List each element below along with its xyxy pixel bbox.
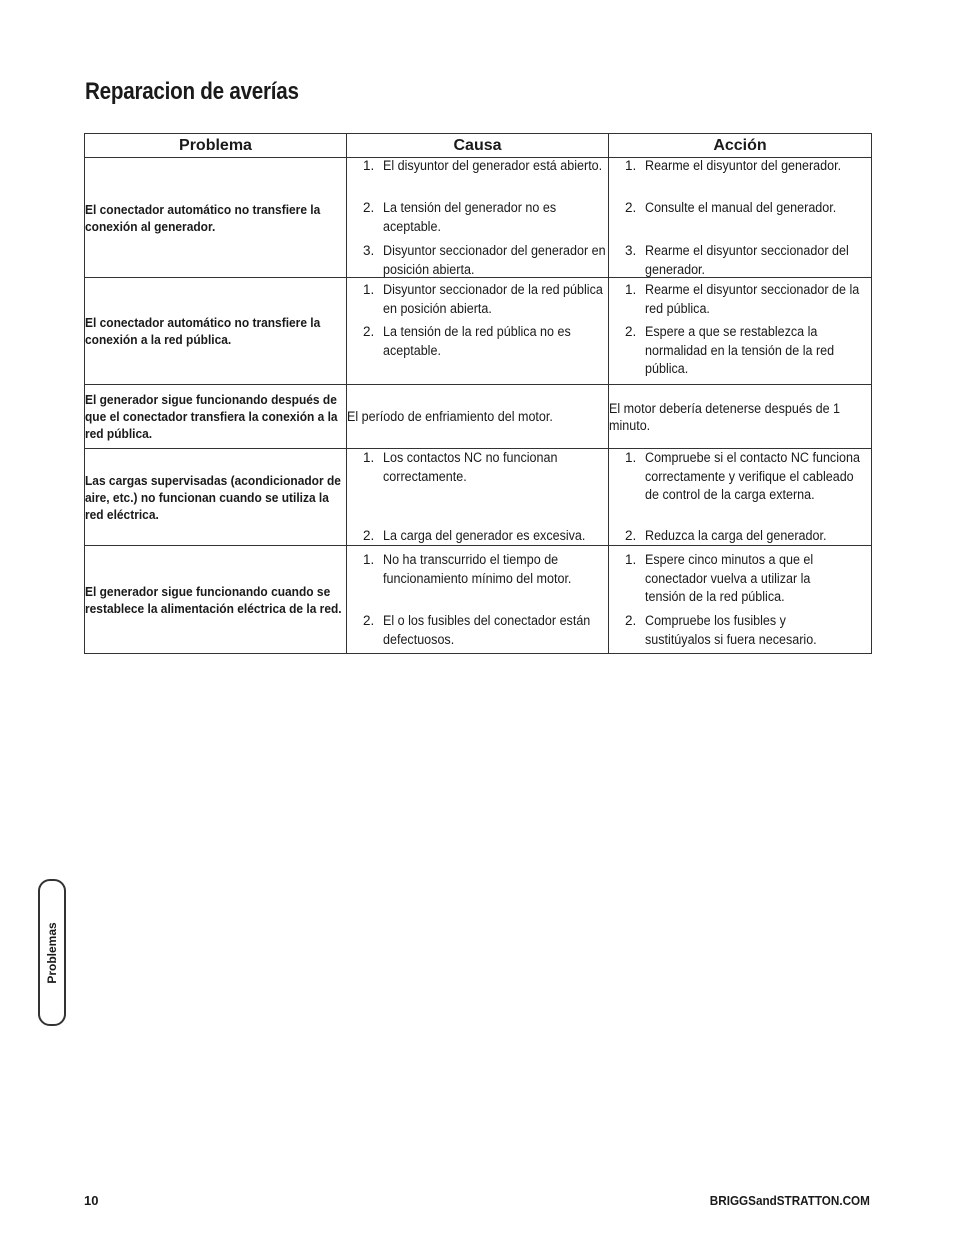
table-row	[85, 278, 872, 385]
action-cell	[609, 449, 872, 546]
item-text: No ha transcurrido el tiempo de funcionamiento mínimo del motor.	[383, 552, 572, 586]
item-number: 2.	[363, 324, 375, 339]
item-text: Espere cinco minutos a que el conectador vuelva a utilizar la tensión de la red pública.	[645, 552, 814, 605]
cause-text: El período de enfriamiento del motor.	[347, 409, 553, 424]
troubleshooting-table	[84, 133, 872, 654]
item-text: Rearme el disyuntor seccionador del generador.	[645, 243, 849, 277]
page-number: 10	[84, 1193, 99, 1208]
action-cell	[609, 546, 872, 654]
item-text: Compruebe si el contacto NC funciona correctamente y verifique el cableado de control de la carga externa.	[645, 450, 860, 503]
item-number: 1.	[363, 450, 375, 465]
item-text: La tensión del generador no es aceptable.	[383, 200, 557, 234]
action-cell	[609, 278, 872, 385]
item-number: 2.	[625, 613, 637, 628]
item-text: La tensión de la red pública no es aceptable.	[383, 324, 571, 358]
section-tab-label: Problemas	[45, 921, 59, 984]
item-number: 2.	[625, 324, 637, 339]
problem-cell	[85, 449, 347, 546]
cause-cell	[347, 278, 609, 385]
item-text: Disyuntor seccionador del generador en posición abierta.	[383, 243, 606, 277]
item-number: 2.	[363, 528, 375, 543]
problem-text: El generador sigue funcionando después de que el conectador transfiera la conexión a la red pública.	[85, 392, 338, 441]
item-number: 2.	[363, 613, 375, 628]
problem-text: El conectador automático no transfiere la conexión a la red pública.	[85, 315, 321, 347]
column-header-problem: Problema	[85, 134, 347, 158]
cause-cell	[347, 385, 609, 449]
item-text: Rearme el disyuntor del generador.	[645, 158, 842, 173]
item-number: 1.	[625, 158, 637, 173]
column-header-action: Acción	[609, 134, 872, 158]
item-text: El o los fusibles del conectador están defectuosos.	[383, 613, 591, 647]
action-cell	[609, 158, 872, 278]
item-text: Los contactos NC no funcionan correctamente.	[383, 450, 558, 484]
item-number: 2.	[363, 200, 375, 215]
item-text: Compruebe los fusibles y sustitúyalos si fuera necesario.	[645, 613, 817, 647]
website-footer: BRIGGSandSTRATTON.COM	[709, 1193, 870, 1208]
item-number: 2.	[625, 200, 637, 215]
action-text: El motor debería detenerse después de 1 minuto.	[609, 400, 841, 433]
table-row	[85, 449, 872, 546]
item-text: El disyuntor del generador está abierto.	[383, 158, 603, 173]
table-row	[85, 385, 872, 449]
column-header-cause: Causa	[347, 134, 609, 158]
table-row	[85, 546, 872, 654]
table-row	[85, 158, 872, 278]
cause-cell	[347, 546, 609, 654]
problem-text: El generador sigue funcionando cuando se restablece la alimentación eléctrica de la red.	[85, 583, 342, 616]
action-cell	[609, 385, 872, 449]
problem-cell	[85, 546, 347, 654]
item-number: 1.	[625, 552, 637, 567]
cause-cell	[347, 449, 609, 546]
item-number: 3.	[625, 243, 637, 258]
item-text: Consulte el manual del generador.	[645, 200, 837, 215]
item-text: La carga del generador es excesiva.	[383, 528, 586, 543]
item-number: 1.	[363, 158, 375, 173]
item-number: 2.	[625, 528, 637, 543]
page-title: Reparacion de averías	[85, 78, 299, 105]
item-text: Reduzca la carga del generador.	[645, 528, 827, 543]
cause-cell	[347, 158, 609, 278]
item-text: Rearme el disyuntor seccionador de la red pública.	[645, 282, 860, 316]
item-number: 1.	[363, 552, 375, 567]
item-number: 1.	[363, 282, 375, 297]
problem-cell	[85, 158, 347, 278]
item-number: 1.	[625, 450, 637, 465]
table-header-row	[85, 134, 872, 158]
section-tab	[38, 879, 66, 1026]
item-number: 3.	[363, 243, 375, 258]
problem-text: Las cargas supervisadas (acondicionador de aire, etc.) no funcionan cuando se utiliza la red eléctrica.	[85, 472, 341, 522]
item-number: 1.	[625, 282, 637, 297]
problem-text: El conectador automático no transfiere la conexión al generador.	[85, 201, 321, 234]
item-text: Espere a que se restablezca la normalidad en la tensión de la red pública.	[645, 324, 835, 377]
item-text: Disyuntor seccionador de la red pública en posición abierta.	[383, 282, 603, 316]
problem-cell	[85, 278, 347, 385]
problem-cell	[85, 385, 347, 449]
